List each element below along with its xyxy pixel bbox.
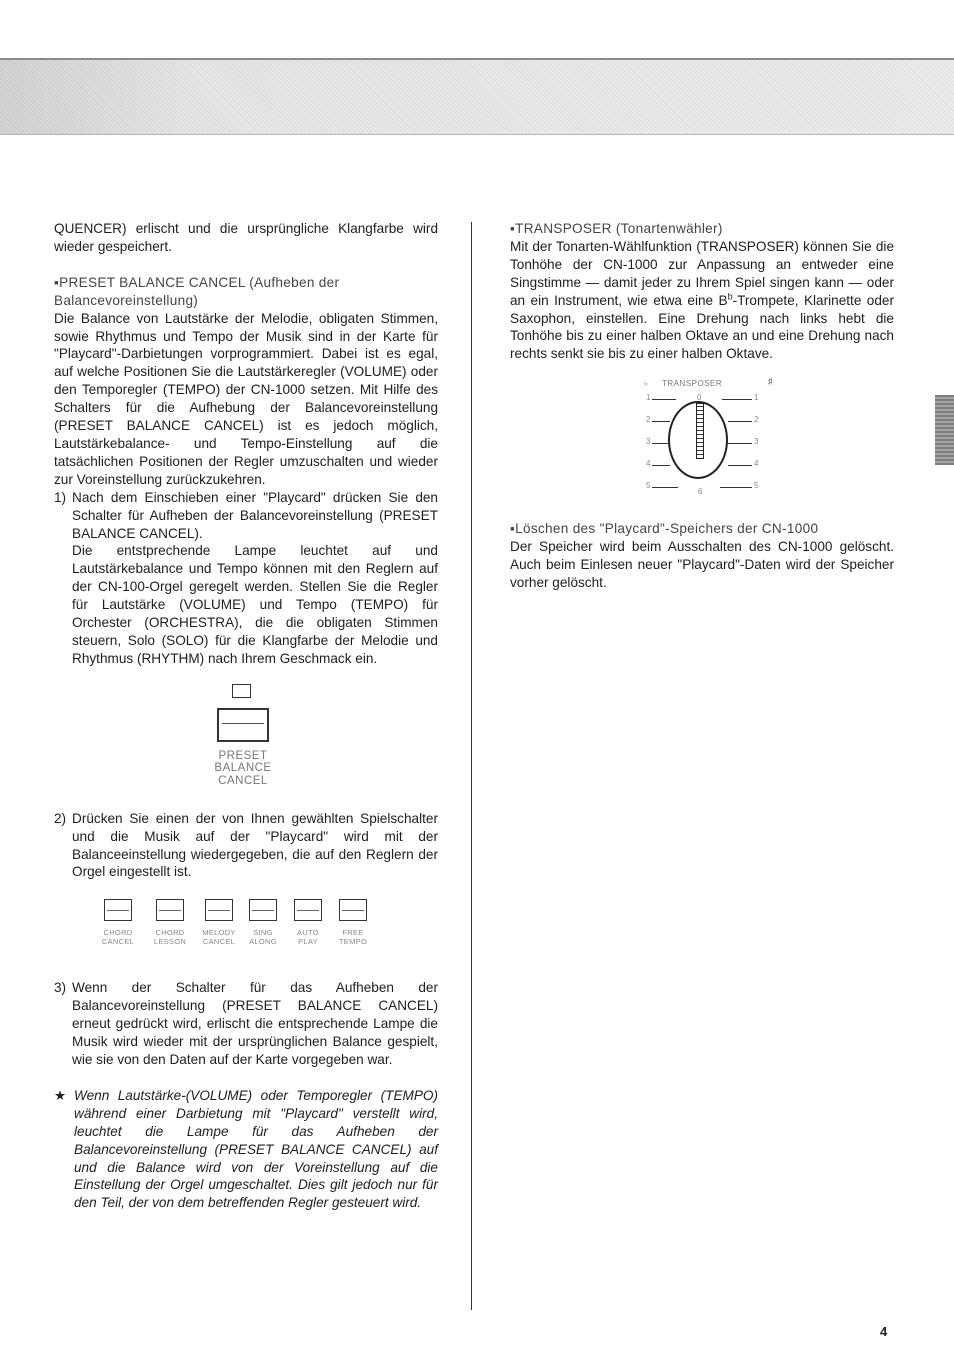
dial-pointer-icon: [696, 403, 704, 459]
step-3-text: Wenn der Schalter für das Aufheben der Balancevoreinstellung (PRESET BALANCE CANCEL) erneut gedrückt wird, erlischt die entsprechende Lampe die Musik wird wieder mit der ursprünglichen Balance gespielt, wie sie von den Daten auf der Karte vorgegeben war.: [72, 980, 438, 1067]
memory-body: Der Speicher wird beim Ausschalten des CN-1000 gelöscht. Auch beim Einlesen neuer "Playcard"-Daten wird der Speicher vorher gelöscht.: [510, 539, 894, 590]
dial-right-mark: 4: [754, 459, 759, 469]
preset-balance-cancel-button-icon: [217, 708, 269, 742]
page-number: 4: [880, 1324, 888, 1339]
sing-along-caption: SING ALONG: [249, 928, 277, 947]
play-buttons-figure: [54, 893, 438, 971]
chord-lesson-button-icon: [156, 899, 184, 921]
dial-bottom-mark: 6: [698, 487, 703, 497]
left-column: [54, 220, 438, 1212]
chord-lesson-caption: CHORD LESSON: [153, 928, 187, 947]
dial-right-mark: 2: [754, 415, 759, 425]
memory-heading: ▪Löschen des "Playcard"-Speichers der CN-1000: [510, 521, 819, 537]
dial-left-mark: 1: [646, 393, 651, 403]
free-tempo-button-icon: [339, 899, 367, 921]
dial-right-mark: 1: [754, 393, 759, 403]
preset-button-caption: PRESET BALANCE CANCEL: [214, 749, 272, 787]
step-2-number: 2): [54, 810, 67, 826]
step-3-number: 3): [54, 980, 67, 996]
auto-play-caption: AUTO PLAY: [297, 928, 319, 947]
auto-play-button-icon: [294, 899, 322, 921]
flat-icon: ♭: [644, 379, 648, 389]
right-column: [510, 220, 894, 592]
step-1: [54, 489, 438, 668]
chord-cancel-button-icon: [104, 899, 132, 921]
transposer-dial-figure: [510, 371, 894, 516]
melody-cancel-button-icon: [205, 899, 233, 921]
dial-left-mark: 3: [646, 437, 651, 447]
free-tempo-caption: FREE TEMPO: [338, 928, 368, 947]
chord-cancel-caption: CHORD CANCEL: [101, 928, 135, 947]
step-1-text-a: Nach dem Einschieben einer "Playcard" drücken Sie den Schalter für Aufheben der Balancevoreinstellung (PRESET BALANCE CANCEL).: [72, 489, 438, 541]
preset-balance-heading: ▪PRESET BALANCE CANCEL (Aufheben der Balancevoreinstellung): [54, 274, 340, 308]
note: [54, 1087, 438, 1212]
star-icon: ★: [54, 1087, 67, 1103]
dial-center-mark: 0: [697, 393, 702, 403]
transposer-body: Mit der Tonarten-Wählfunktion (TRANSPOSER) können Sie die Tonhöhe der CN-1000 zur Anpassung an entweder eine Singstimme — damit jeder zu Ihrem Spiel singen kann — oder an ein Instrument, wie etwa eine $B^b$-Trompete, Klarinette oder Saxophon, einstellen. Eine Drehung nach links hebt die Tonhöhe bis zu einer halben Oktave an und eine Drehung nach rechts senkt sie bis zu einer halben Oktave.: [510, 238, 894, 362]
header-band: [0, 58, 954, 135]
transposer-heading: ▪TRANSPOSER (Tonartenwähler): [510, 221, 723, 236]
dial-left-mark: 4: [646, 459, 651, 469]
step-3: [54, 979, 438, 1069]
step-1-number: 1): [54, 489, 67, 505]
sharp-icon: ♯: [768, 376, 773, 387]
preset-button-figure: [54, 678, 438, 810]
intro-paragraph: QUENCER) erlischt und die ursprüngliche Klangfarbe wird wieder gespeichert.: [54, 221, 438, 254]
melody-cancel-caption: MELODY CANCEL: [202, 928, 236, 947]
step-2-text: Drücken Sie einen der von Ihnen gewählten Spielschalter und die Musik auf der "Playcard" wird mit der Balanceeinstellung wiedergegeben, die auf den Reglern der Orgel eingestellt ist.: [72, 810, 438, 880]
dial-left-mark: 2: [646, 415, 651, 425]
preset-balance-body: Die Balance von Lautstärke der Melodie, obligaten Stimmen, sowie Rhythmus und Tempo der Musik sind in der Karte für "Playcard"-Darbietungen vorprogrammiert. Dabei ist es egal, auf welche Positionen Sie die Lautstärkeregler (VOLUME) oder den Temporegler (TEMPO) der CN-1000 setzen. Mit Hilfe des Schalters für die Aufhebung der Balancevoreinstellung (PRESET BALANCE CANCEL) ist es jedoch möglich, Lautstärkebalance- und Tempo-Einstellung auf die tatsächlichen Positionen der Regler umzuschalten und wieder zur Voreinstellung zurückzukehren.: [54, 310, 438, 487]
transposer-label: TRANSPOSER: [662, 379, 723, 389]
step-2: [54, 810, 438, 882]
section-tab: [935, 395, 954, 465]
step-1-text-b: Die entstprechende Lampe leuchtet auf und Lautstärkebalance und Tempo können mit den Reglern auf der CN-100-Orgel geregelt werden. Stellen Sie die Regler für Lautstärke (VOLUME) und Tempo (TEMPO) für Orchester (ORCHESTRA), die die obligaten Stimmen steuern, Solo (SOLO) für die Klangfarbe der Melodie und Rhythmus (RHYTHM) nach Ihrem Geschmack ein.: [72, 543, 438, 666]
note-text: Wenn Lautstärke-(VOLUME) oder Temporegler (TEMPO) während einer Darbietung mit "Playcard" verstellt wird, leuchtet die Lampe für das Aufheben der Balancevoreinstellung (PRESET BALANCE CANCEL) auf und die Balance wird von der Voreinstellung auf die Einstellung der Orgel umgeschaltet. Dies gilt jedoch nur für den Teil, der von dem betreffenden Regler gesteuert wird.: [74, 1087, 438, 1211]
column-divider: [471, 222, 472, 1310]
indicator-lamp-icon: [232, 684, 251, 698]
dial-right-mark: 3: [754, 437, 759, 447]
dial-left-mark: 5: [646, 481, 651, 491]
dial-right-mark: 5: [754, 481, 759, 491]
sing-along-button-icon: [249, 899, 277, 921]
